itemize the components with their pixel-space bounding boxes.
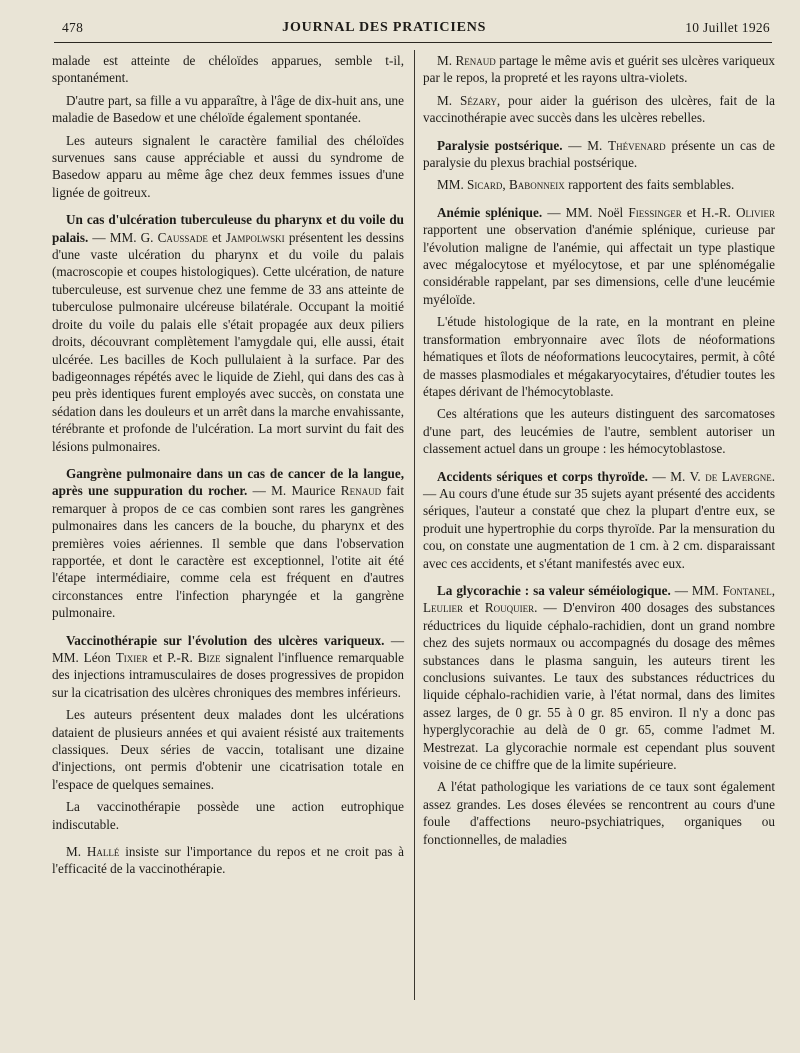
article-paragraph (423, 204, 775, 308)
right-column (423, 52, 775, 853)
article-body: partage le même avis et guérit ses ulcères variqueux par le repos, la propreté et les rayons ultra-violets. (423, 53, 776, 86)
paragraph: A l'état pathologique les variations de ce taux sont également assez grandes. Les doses élevées se rencontrent au cours d'une foule d'affections neuro-psychiatriques, organiques ou fonctionnelles, de maladies (423, 779, 775, 847)
paragraph: Ces altérations que les auteurs distinguent des sarcomatoses d'une part, des leucémies de l'autre, semblent autoriser un classement actuel dans un groupe : les hémocytoblastose. (423, 406, 775, 457)
article-body: présente un cas de paralysie du plexus brachial postsérique. (423, 137, 776, 171)
article-paragraph (52, 632, 404, 702)
article-glycorachie (423, 582, 775, 848)
author-name: Thévenard (608, 137, 666, 153)
article-body: rapportent une observation d'anémie splénique, curieuse par l'évolution maligne de l'anémie, qui affectait un type plastique avec mégalocytose et myélocytose, et par une splénomégalie considérable rappelant, par ses dimensions, celle d'une leucémie myéloïde. (423, 222, 775, 307)
author-name: Hallé (86, 844, 120, 860)
honorific: M. (437, 92, 453, 108)
author-name: Rouquier (484, 600, 535, 616)
article-body: . — D'environ 400 dosages des substances réductrices du liquide céphalo-rachidien, dont un grand nombre chez des sujets normaux ou accompagnés du dosage des mêmes substances dans le plasma sanguin, les auteurs tirent les conclusions suivantes. Le taux des substances réductrices du liquide céphalo-rachidien varie, à l'état normal, dans des limites assez larges, de 0 gr. 55 à 0 gr. 85 environ. Il n'y a donc pas hyperglycorachie au delà de 0 gr. 65, comme l'admet M. Mestrezat. La glycorachie normale est cependant plus souvent voisine de ce chiffre que de la limite supérieure. (423, 600, 776, 773)
honorific: M. (66, 844, 82, 860)
author-name: Renaud (340, 483, 382, 499)
article-title: Vaccinothérapie sur l'évolution des ulcères variqueux. (66, 632, 385, 648)
article-paragraph (423, 582, 775, 773)
separator: , (771, 582, 775, 598)
article-gangrene (52, 465, 404, 622)
left-column (52, 52, 404, 883)
conjunction: et (212, 229, 222, 245)
article-body: présentent les dessins d'une vaste ulcération du pharynx et du voile du palais (macroscopie et coupes histologiques). Cette ulcération, de nature tuberculeuse, est survenue chez une femme de 33 ans atteinte de tuberculose pulmonaire ulcéreuse bilatérale. Occupant la moitié droite du voile du palais elle s'était propagée aux deux piliers droits, découvrant complètement l'amygdale qui, elle aussi, était ulcérée. Les bacilles de Koch pullulaient à la surface. Par des badigeonnages répétés avec le liquide de Ziehl, qui dans des cas à peu près identiques furent employés avec succès, on constata une sédation dans les douleurs et un arrêt dans la marche envahissante, térébrante et profonde de l'ulcération. La mort survint du fait des lésions pulmonaires. (52, 229, 405, 454)
author-name: Bize (197, 650, 221, 665)
article-intro: — M. V. (652, 468, 701, 484)
article-title: La glycorachie : sa valeur séméiologique. (437, 582, 671, 598)
article-paragraph (423, 92, 775, 127)
article-body: . — Au cours d'une étude sur 35 sujets ayant présenté des accidents sériques, l'auteur a constaté que chez la plupart d'entre eux, se produit une hypertrophie du corps thyroïde. Par la mensuration du cou, on constate une augmentation de 1 cm. à 2 cm. disparaissant avec ces accidents, et s'étant manifestés avec eux. (423, 468, 775, 571)
article-paragraph (52, 211, 404, 455)
conjunction: et H.-R. (686, 204, 731, 220)
author-name: Sézary (460, 92, 497, 108)
column-divider (414, 50, 415, 1000)
article-title: Paralysie postsérique. (437, 137, 563, 153)
page-number: 478 (62, 20, 84, 35)
article-intro: — MM. Léon (52, 632, 404, 665)
honorific: M. (437, 53, 453, 68)
paragraph: malade est atteinte de chéloïdes apparues, semble t-il, spontanément. (52, 53, 404, 86)
header-rule (54, 42, 772, 43)
article-intro: — MM. (674, 582, 719, 598)
conjunction: et P.-R. (152, 650, 193, 665)
paragraph: L'étude histologique de la rate, en la montrant en pleine transformation embryonnaire avec îlots de néoformations hématiques et îlots de néoformations leucocytaires, permit, à côté de masses plasmodiales et mégakaryocytaires, d'étudier toutes les étapes dérivant de l'hémocytoblaste. (423, 314, 775, 399)
article-anemie (423, 204, 775, 458)
article-body: insiste sur l'importance du repos et ne croit pas à l'efficacité de la vaccinothérapie. (52, 844, 404, 877)
paragraph: Les auteurs présentent deux malades dont les ulcérations dataient de plusieurs années et qui avaient résisté aux traitements classiques. Deux séries de vaccin, totalisant une dizaine d'injections, ont permis d'obtenir une cicatrisation totale en l'espace de quelques semaines. (52, 707, 404, 792)
article-ulceration (52, 211, 404, 455)
article-paragraph (423, 468, 775, 572)
article-title: Accidents sériques et corps thyroïde. (437, 468, 648, 484)
article-paragraph (423, 52, 775, 87)
article-title: Gangrène pulmonaire dans un cas de cancer de la langue, après une suppuration du rocher. (52, 465, 404, 499)
article-accidents (423, 468, 775, 572)
author-name: Babonneix (508, 177, 565, 193)
journal-title: JOURNAL DES PRATICIENS (282, 20, 487, 35)
author-name: Olivier (736, 204, 776, 220)
article-intro: — M. Maurice (252, 483, 336, 499)
author-name: Fontanel (722, 582, 772, 598)
conjunction: et (469, 600, 479, 616)
article-vaccinotherapie (52, 632, 404, 833)
article-intro: — M. (568, 137, 603, 153)
author-name: de Lavergne (705, 468, 772, 484)
article-intro: — MM. G. (92, 229, 154, 245)
article-title: Anémie splénique. (437, 204, 543, 220)
issue-date: 10 Juillet 1926 (685, 20, 770, 35)
author-name: Fiessinger (628, 204, 682, 220)
honorific: MM. (437, 177, 464, 193)
article-halle (52, 843, 404, 878)
author-name: Sicard (467, 177, 503, 193)
article-body: fait remarquer à propos de ce cas combien sont rares les gangrènes pulmonaires dans les cancers de la bouche, du pharynx et des premières voies aériennes. Il semble que dans l'observation rapportée, et dont le caractère est exceptionnel, l'otite ait été l'étape intermédiaire, comme cela est fréquent en d'autres circonstances entre l'infection pharyngée et la gangrène pulmonaire. (52, 483, 404, 621)
article-intro: — MM. Noël (547, 204, 624, 220)
author-name: Renaud (455, 53, 496, 68)
paragraph: Les auteurs signalent le caractère familial des chéloïdes survenues sans cause appréciable et aussi du syndrome de Basedow apparu au même âge chez deux femmes issues d'une lignée de goitreux. (52, 132, 404, 200)
page-header (62, 16, 770, 40)
article-paralysie (423, 137, 775, 194)
article-paragraph (52, 465, 404, 622)
paragraph: La vaccinothérapie possède une action eutrophique indiscutable. (52, 799, 404, 832)
article-paragraph (423, 137, 775, 172)
author-name: Caussade (157, 229, 208, 245)
author-name: Leulier (423, 600, 464, 616)
article-paragraph (423, 176, 775, 193)
paragraph: D'autre part, sa fille a vu apparaître, à l'âge de dix-huit ans, une maladie de Basedow et une chéloïde également spontanée. (52, 92, 404, 126)
article-paragraph (52, 843, 404, 878)
article-title: Un cas d'ulcération tuberculeuse du pharynx et du voile du palais. (52, 212, 404, 245)
separator: , (502, 177, 506, 193)
article-body: signalent l'influence remarquable des injections intramusculaires de doses progressives de propidon sur la cicatrisation des ulcères chroniques des membres inférieurs. (52, 650, 404, 700)
article-body: rapportent des faits semblables. (568, 177, 735, 193)
article-body: , pour aider la guérison des ulcères, fait de la vaccinothérapie avec succès dans les ulcères rebelles. (423, 92, 776, 126)
author-name: Jampolwski (225, 229, 285, 245)
author-name: Tixier (115, 650, 148, 665)
